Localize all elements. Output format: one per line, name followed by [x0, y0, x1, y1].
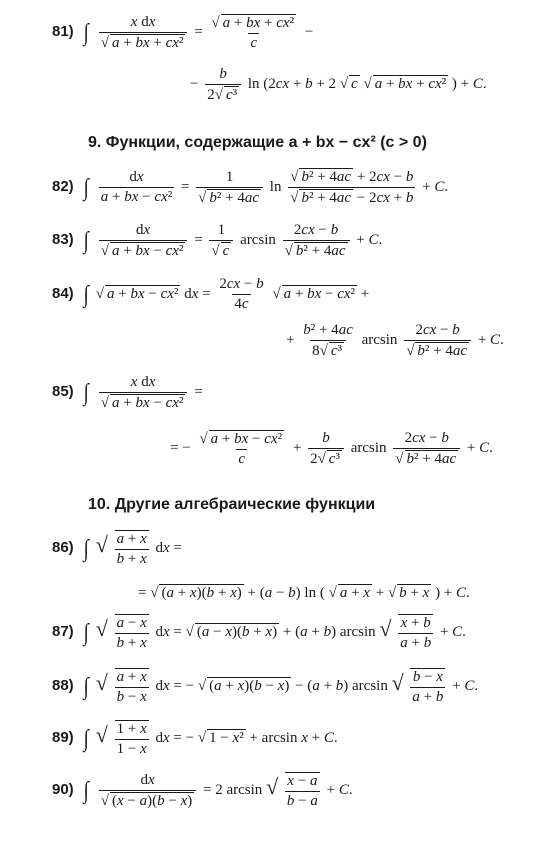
integral-sign: ∫	[84, 174, 90, 201]
formula-number: 88)	[52, 677, 74, 695]
formula-86-line2: = √ (a + x)(b + x) + (a − b) ln ( √ a + x + √ b + x ) + C.	[138, 585, 470, 601]
formula-number: 85)	[52, 383, 74, 401]
fraction: $\frac{\text{√ a + bx + cx²}}{c}$	[211, 15, 295, 51]
formula-number: 81)	[52, 23, 74, 41]
formula-number: 89)	[52, 729, 74, 747]
formula-86: 86) ∫ √ $\frac{a + x}{b + x}$ dx =	[52, 531, 182, 567]
formula-90: 90) ∫ $\frac{dx}{√ (x - a)(b - x)}$ = 2 arcsin √ $\frac{x - a}{b - a}$ + C.	[52, 772, 353, 809]
formula-number: 87)	[52, 623, 74, 641]
formula-82: 82) ∫ $\frac{dx}{\text{a + bx − cx²}}$ = $\frac{1}{\text{√ b² + 4ac}}$ ln $\frac{\text{√ b² + 4ac + 2cx − b}}{\text{√ b² + 4ac − 2cx + b}}$ + C.	[52, 168, 449, 206]
integral-sign: ∫	[84, 20, 90, 46]
formula-number: 90)	[52, 781, 74, 799]
formula-85-line2: = − $\frac{\text{√ a + bx − cx²}}{c}$ + $\frac{b}{\text{2√ c³}}$ arcsin $\frac{2cx - b}{\text{√ b² + 4ac}}$ + C.	[170, 430, 493, 467]
integral-sign: ∫	[84, 620, 90, 646]
section-title: 10. Другие алгебраические функции	[88, 496, 376, 513]
formula-88: 88) ∫ √ $\frac{a + x}{b - x}$ dx = − √ (a + x)(b − x) − (a + b) arcsin √ $\frac{b - x}{a + b}$ + C.	[52, 669, 479, 705]
formula-84-line2: + $\frac{\text{b² + 4ac}}{\text{8√ c³}}$ arcsin $\frac{2cx - b}{\text{√ b² + 4ac}}$ + C.	[286, 322, 504, 359]
formula-83: 83) ∫ $\frac{dx}{\text{√ a + bx − cx²}}$ = $\frac{1}{√ c}$ arcsin $\frac{2cx - b}{\text{√ b² + 4ac}}$ + C.	[52, 222, 383, 259]
formula-89: 89) ∫ √ $\frac{1 + x}{1 - x}$ dx = − √ 1 − x² + arcsin x + C.	[52, 721, 338, 757]
formula-81-line2: − $\frac{b}{\text{2√ c³}}$ ln (2cx + b + 2 √ c √ a + bx + cx² ) + C.	[190, 66, 487, 103]
fraction: $\frac{\text{x dx}}{\text{√ a + bx + cx²}}$	[99, 14, 188, 52]
formula-number: 84)	[52, 284, 74, 302]
integral-sign: ∫	[84, 281, 90, 308]
integral-sign: ∫	[84, 536, 90, 562]
formula-number: 82)	[52, 177, 74, 195]
integral-sign: ∫	[84, 778, 90, 804]
section-title: 9. Функции, содержащие a + bx − cx² (c > 0)	[88, 134, 427, 151]
formula-85: 85) ∫ $\frac{\text{x dx}}{\text{√ a + bx − cx²}}$ =	[52, 374, 203, 411]
integral-sign: ∫	[84, 674, 90, 700]
formula-87: 87) ∫ √ $\frac{a - x}{b + x}$ dx = √ (a − x)(b + x) + (a + b) arcsin √ $\frac{x + b}{a + b}$ + C.	[52, 615, 466, 651]
formula-number: 86)	[52, 539, 74, 557]
fraction: $\frac{b}{\text{2√ c³}}$	[205, 66, 241, 104]
integral-sign: ∫	[84, 380, 90, 406]
formula-84: 84) ∫ √ a + bx − cx² dx = $\frac{2cx - b}{4c}$ √ a + bx − cx² +	[52, 276, 370, 312]
formula-number: 83)	[52, 231, 74, 249]
formula-81: 81) ∫ $\frac{\text{x dx}}{\text{√ a + bx + cx²}}$ = $\frac{\text{√ a + bx + cx²}}{c}$ −	[52, 14, 314, 51]
integral-sign: ∫	[84, 726, 90, 752]
integral-sign: ∫	[84, 228, 90, 254]
